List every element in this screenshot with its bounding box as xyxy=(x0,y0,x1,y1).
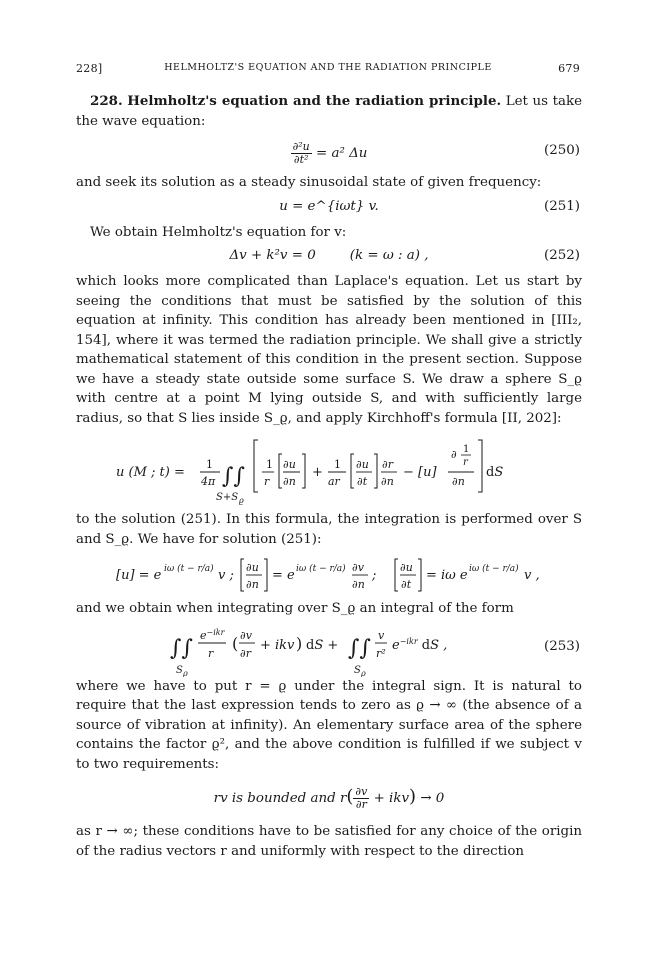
equation-252 xyxy=(76,244,582,268)
svg-text:∂u: ∂u xyxy=(283,458,296,471)
eq-number-250: (250) xyxy=(543,143,580,158)
eq-number-251: (251) xyxy=(543,198,580,214)
svg-text:∂t: ∂t xyxy=(401,578,412,591)
svg-text:∂u: ∂u xyxy=(246,561,259,574)
svg-text:iω (t − r/a): iω (t − r/a) xyxy=(164,564,214,574)
svg-text:1: 1 xyxy=(206,458,213,471)
paragraph-5: and we obtain when integrating over S_ϱ an integral of the form xyxy=(76,601,514,616)
svg-text:(: ( xyxy=(232,633,239,653)
svg-text:∂n: ∂n xyxy=(246,578,259,591)
eq251-expr: u = e^{iωt} v. xyxy=(279,198,379,214)
svg-text:∂v: ∂v xyxy=(240,628,252,642)
svg-text:iω (t − r/a): iω (t − r/a) xyxy=(296,564,346,574)
svg-text:[u] = e: [u] = e xyxy=(116,568,162,583)
radiation-conditions: rv is bounded and r( $\frac{\partial v}{\partial r}$ + ikv) → 0 xyxy=(213,785,445,811)
section-lead: Let us take the wave equation: xyxy=(76,94,582,129)
eq-number-252: (252) xyxy=(543,248,580,263)
solution-brackets xyxy=(76,549,582,599)
eq252-expr: Δv + k²v = 0 (k = ω : a) , xyxy=(229,248,429,263)
svg-text:∂n: ∂n xyxy=(283,475,296,488)
svg-text:ϱ: ϱ xyxy=(361,668,366,677)
svg-text:r: r xyxy=(463,457,468,468)
svg-text:1: 1 xyxy=(334,458,341,471)
svg-text:1: 1 xyxy=(266,458,273,471)
svg-text:4π: 4π xyxy=(201,475,216,488)
svg-text:v ;: v ; xyxy=(218,568,234,583)
section-title: Helmholtz's equation and the radiation principle. xyxy=(127,93,502,109)
paragraph-7: as r → ∞; these conditions have to be satisfied for any choice of the origin of the radius vectors r and uniformly with respect to the direction xyxy=(76,824,582,859)
running-header xyxy=(76,62,580,78)
svg-text:∂: ∂ xyxy=(451,448,457,461)
eq250-rhs: = a² Δu xyxy=(316,146,368,161)
paragraph-3: which looks more complicated than Laplace's equation. Let us start by seeing the conditions that must be satisfied by the solution of this equation at infinity. This condition has already been mentioned in [III₂, 154], where it was termed the radiation principle. We shall give a strictly mathematical statement of this condition in the present section. Suppose we have a steady state outside some surface S. We draw a sphere S_ϱ with centre at a point M lying outside S, and with sufficiently large radius, so that S lies inside S_ϱ, and apply Kirchhoff's formula [II, 202]: xyxy=(76,274,582,426)
paragraph-4: to the solution (251). In this formula, the integration is performed over S and S_ϱ. We have for solution (251): xyxy=(76,512,582,547)
svg-text:∂n: ∂n xyxy=(381,475,394,488)
svg-text:S: S xyxy=(176,664,183,676)
svg-text:∫∫: ∫∫ xyxy=(222,464,245,489)
svg-text:−: − xyxy=(403,465,414,480)
paragraph-6: where we have to put r = ϱ under the integral sign. It is natural to require that the last expression tends to zero as ϱ → ∞ (the absence of a source of vibration at infinity). An elementary surface area of the sphere contains the factor ϱ², and the above condition is fulfilled if we subject v to two requirements: xyxy=(76,678,582,772)
svg-text:∂r: ∂r xyxy=(240,646,251,660)
svg-text:+: + xyxy=(312,465,323,480)
eq-number-253: (253) xyxy=(543,638,580,654)
section-heading xyxy=(76,92,582,131)
svg-text:∂u: ∂u xyxy=(356,458,369,471)
svg-text:ar: ar xyxy=(328,475,340,488)
svg-text:ϱ: ϱ xyxy=(239,496,244,505)
svg-text:∂u: ∂u xyxy=(400,561,413,574)
svg-text:∂v: ∂v xyxy=(352,561,364,574)
svg-text:∂n: ∂n xyxy=(452,475,465,488)
running-title: HELMHOLTZ'S EQUATION AND THE RADIATION PRINCIPLE xyxy=(164,62,492,73)
svg-text:1: 1 xyxy=(463,444,470,455)
svg-text:iω (t − r/a): iω (t − r/a) xyxy=(469,564,519,574)
paragraph-1: and seek its solution as a steady sinusoidal state of given frequency: xyxy=(76,175,542,190)
svg-text:∫∫: ∫∫ xyxy=(170,635,193,661)
svg-text:): ) xyxy=(296,633,303,653)
svg-text:∫∫: ∫∫ xyxy=(348,635,371,661)
svg-text:r: r xyxy=(208,646,214,660)
svg-text:;: ; xyxy=(372,568,377,583)
svg-text:+ ikv: + ikv xyxy=(260,637,295,653)
svg-text:u (M ; t) =: u (M ; t) = xyxy=(116,465,185,480)
svg-text:∂n: ∂n xyxy=(352,578,365,591)
svg-text:v: v xyxy=(378,628,385,642)
svg-text:v ,: v , xyxy=(524,568,540,583)
section-ref: 228] xyxy=(76,62,103,75)
svg-text:ϱ: ϱ xyxy=(183,668,188,677)
svg-text:e−ikr dS ,: $e^{-ikr}$ dS , xyxy=(392,636,448,653)
svg-text:dS +: dS + xyxy=(306,637,339,653)
page-number: 679 xyxy=(558,62,580,75)
svg-text:e−ikr: $e^{-ikr}$ xyxy=(200,627,225,642)
cond-a: rv is bounded and xyxy=(213,791,336,806)
paragraph-2: We obtain Helmholtz's equation for v: xyxy=(90,224,347,240)
equation-251 xyxy=(76,195,582,219)
svg-text:S: S xyxy=(354,664,361,676)
svg-text:dS: dS xyxy=(486,465,504,480)
main-text xyxy=(76,92,582,861)
svg-text:∂t: ∂t xyxy=(357,475,368,488)
d2u-dt2: $\frac{\text{∂²u}}{\text{∂t²}}$ xyxy=(292,140,310,166)
kirchhoff-formula xyxy=(76,428,582,510)
svg-text:r²: r² xyxy=(376,646,386,660)
section-number: 228. xyxy=(90,93,123,109)
svg-text:S+S: S+S xyxy=(216,492,239,503)
equation-250 xyxy=(76,133,582,169)
cond-b: → 0 xyxy=(420,791,445,806)
svg-text:∂r: ∂r xyxy=(382,458,393,471)
svg-text:r: r xyxy=(264,475,270,488)
svg-text:= iω e: = iω e xyxy=(426,568,468,583)
svg-text:= e: = e xyxy=(272,568,295,583)
equation-253 xyxy=(76,619,582,677)
svg-text:[u]: [u] xyxy=(418,465,437,480)
